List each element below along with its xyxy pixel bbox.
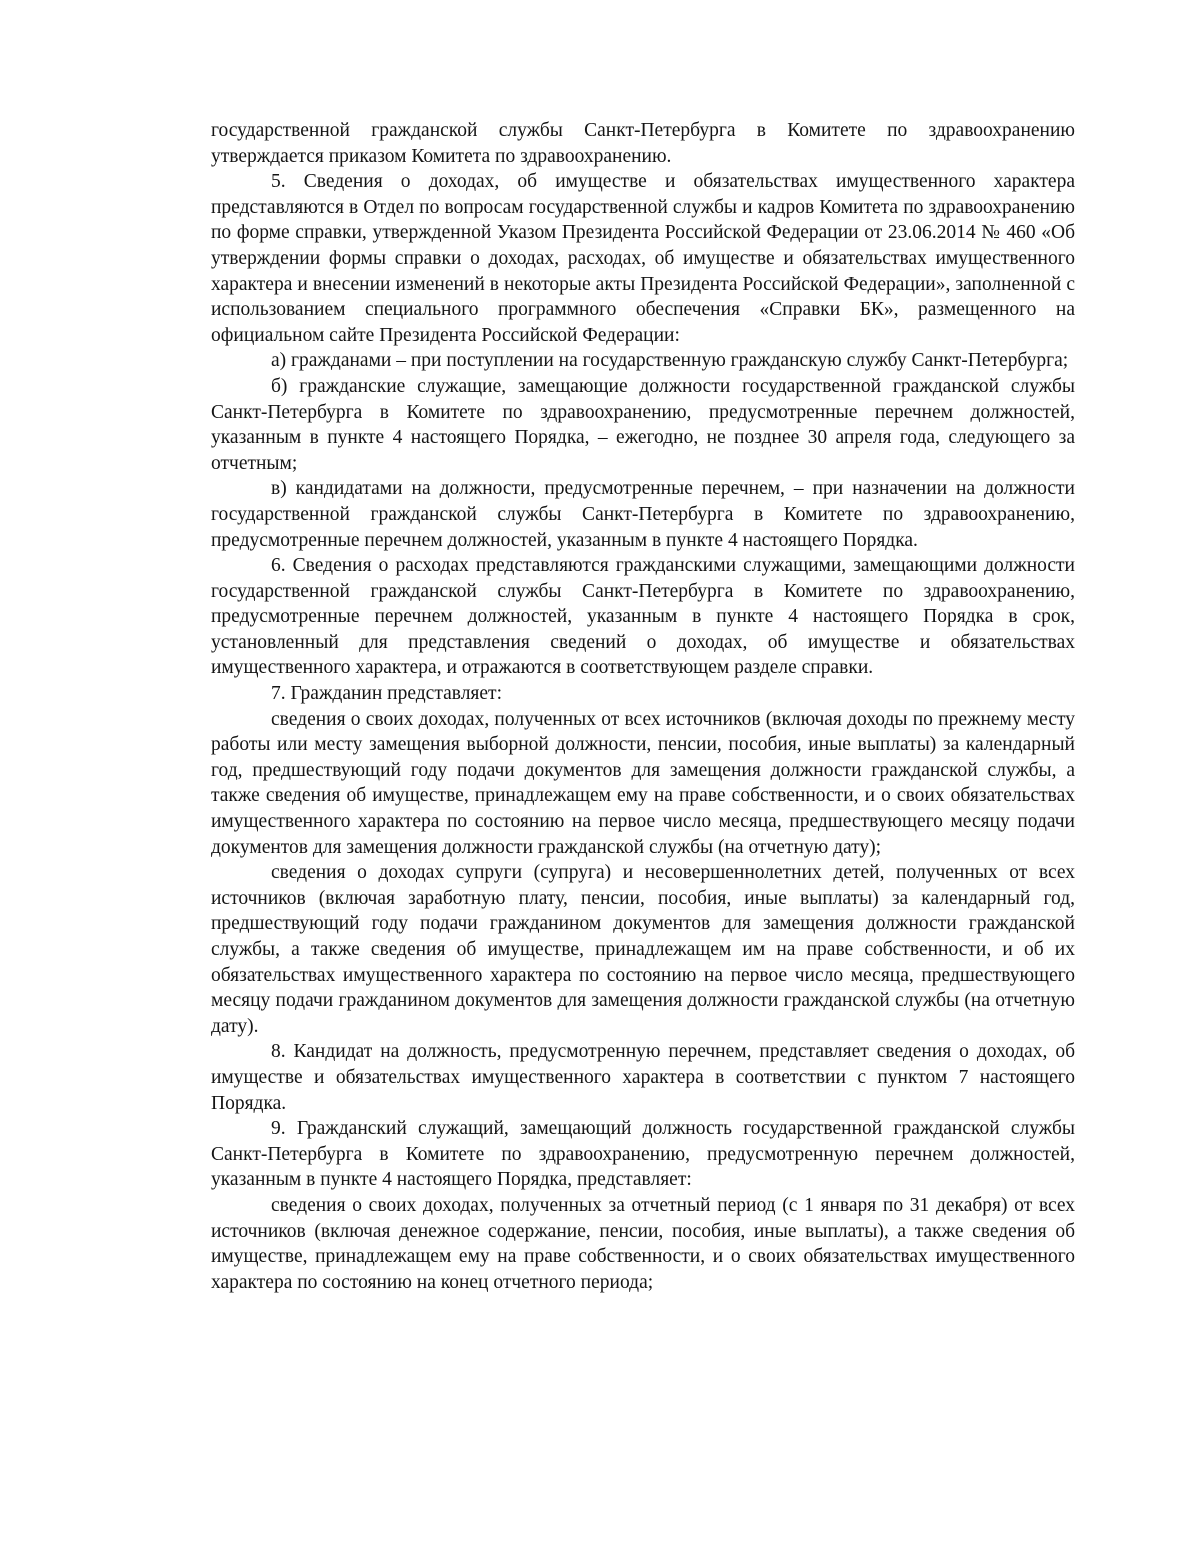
paragraph-item-9-own-income: сведения о своих доходах, полученных за отчетный период (с 1 января по 31 декабря) от всех источников (включая денежное содержание, пенсии, пособия, иные выплаты), а также сведения об имуществе, принадлежащем ему на праве собственности, и о своих обязательствах имущественного характера по состоянию на конец отчетного периода; [211,1194,1075,1293]
paragraph-item-7: 7. Гражданин представляет: [271,683,503,705]
paragraph-item-9: 9. Гражданский служащий, замещающий должность государственной гражданской службы Санкт-Петербурга в Комитете по здравоохранению, предусмотренную перечнем должностей, указанным в пункте 4 настоящего Порядка, представляет: [211,1118,1075,1191]
document-page [211,118,1075,1295]
paragraph-item-7-own-income: сведения о своих доходах, полученных от всех источников (включая доходы по прежнему месту работы или месту замещения выборной должности, пенсии, пособия, иные выплаты) за календарный год, предшествующий году подачи документов для замещения должности гражданской службы, а также сведения об имуществе, принадлежащем ему на праве собственности, и о своих обязательствах имущественного характера по состоянию на первое число месяца, предшествующего месяцу подачи документов для замещения должности гражданской службы (на отчетную дату); [211,708,1075,858]
paragraph-item-5a: а) гражданами – при поступлении на государственную гражданскую службу Санкт-Петербурга; [271,350,1069,372]
paragraph-item-6: 6. Сведения о расходах представляются гражданскими служащими, замещающими должности государственной гражданской службы Санкт-Петербурга в Комитете по здравоохранению, предусмотренные перечнем должностей, указанным в пункте 4 настоящего Порядка в срок, установленный для представления сведений о доходах, об имуществе и обязательствах имущественного характера, и отражаются в соответствующем разделе справки. [211,555,1075,679]
paragraph-item-8: 8. Кандидат на должность, предусмотренную перечнем, представляет сведения о доходах, об имуществе и обязательствах имущественного характера в соответствии с пунктом 7 настоящего Порядка. [211,1041,1075,1114]
paragraph-item-5c: в) кандидатами на должности, предусмотренные перечнем, – при назначении на должности государственной гражданской службы Санкт-Петербурга в Комитете по здравоохранению, предусмотренные перечнем должностей, указанным в пункте 4 настоящего Порядка. [211,478,1075,551]
paragraph-intro-continuation: государственной гражданской службы Санкт-Петербурга в Комитете по здравоохранению утверждается приказом Комитета по здравоохранению. [211,120,1075,167]
paragraph-item-7-family-income: сведения о доходах супруги (супруга) и несовершеннолетних детей, полученных от всех источников (включая заработную плату, пенсии, пособия, иные выплаты) за календарный год, предшествующий году подачи гражданином документов для замещения должности гражданской службы, а также сведения об имуществе, принадлежащем им на праве собственности, и об их обязательствах имущественного характера по состоянию на первое число месяца, предшествующего месяцу подачи гражданином документов для замещения должности гражданской службы (на отчетную дату). [211,862,1075,1037]
paragraph-item-5b: б) гражданские служащие, замещающие должности государственной гражданской службы Санкт-Петербурга в Комитете по здравоохранению, предусмотренные перечнем должностей, указанным в пункте 4 настоящего Порядка, – ежегодно, не позднее 30 апреля года, следующего за отчетным; [211,375,1075,474]
paragraph-item-5: 5. Сведения о доходах, об имуществе и обязательствах имущественного характера представляются в Отдел по вопросам государственной службы и кадров Комитета по здравоохранению по форме справки, утвержденной Указом Президента Российской Федерации от 23.06.2014 № 460 «Об утверждении формы справки о доходах, расходах, об имуществе и обязательствах имущественного характера и внесении изменений в некоторые акты Президента Российской Федерации», заполненной с использованием специального программного обеспечения «Справки БК», размещенного на официальном сайте Президента Российской Федерации: [211,171,1075,346]
